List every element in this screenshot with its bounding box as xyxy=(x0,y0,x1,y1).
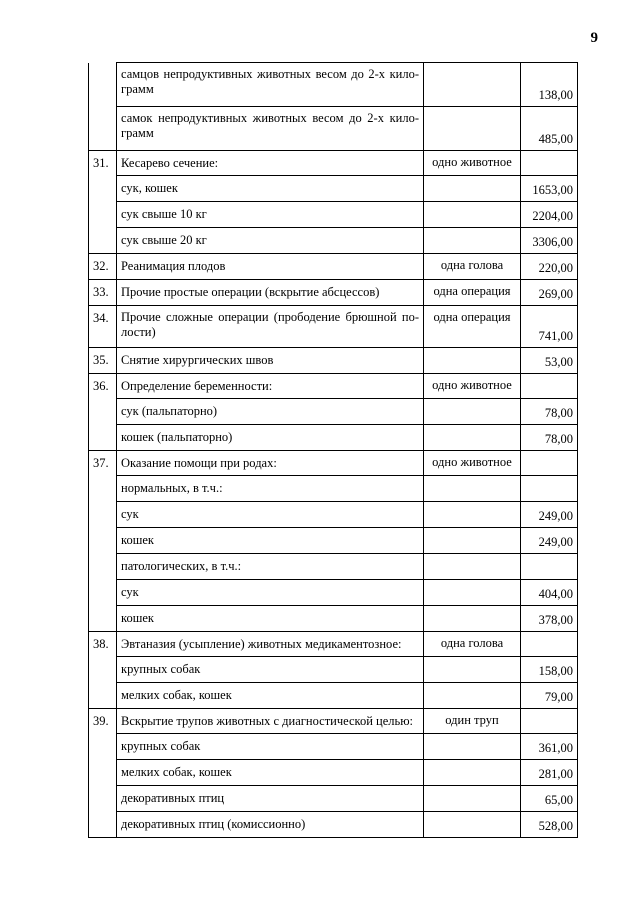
table-row xyxy=(89,254,578,280)
price: 528,00 xyxy=(521,812,578,838)
unit xyxy=(424,528,521,554)
row-number xyxy=(89,812,117,838)
row-number xyxy=(89,580,117,606)
row-number: 37. xyxy=(89,451,117,476)
table-row xyxy=(89,657,578,683)
row-number: 31. xyxy=(89,151,117,176)
row-number: 35. xyxy=(89,348,117,374)
unit xyxy=(424,107,521,151)
row-number xyxy=(89,107,117,151)
price: 361,00 xyxy=(521,734,578,760)
service-name: Прочие сложные операции (прободение брюшной по-лости) xyxy=(117,306,424,348)
unit xyxy=(424,760,521,786)
unit xyxy=(424,348,521,374)
unit: одна голова xyxy=(424,254,521,280)
price: 78,00 xyxy=(521,399,578,425)
price xyxy=(521,554,578,580)
price: 78,00 xyxy=(521,425,578,451)
price xyxy=(521,374,578,399)
unit xyxy=(424,580,521,606)
price: 249,00 xyxy=(521,528,578,554)
table-row xyxy=(89,63,578,107)
row-number: 36. xyxy=(89,374,117,399)
unit xyxy=(424,812,521,838)
row-number xyxy=(89,760,117,786)
unit xyxy=(424,425,521,451)
service-name: Вскрытие трупов животных с диагностической целью: xyxy=(117,709,424,734)
table-row xyxy=(89,202,578,228)
page-number: 9 xyxy=(590,30,598,46)
price: 220,00 xyxy=(521,254,578,280)
price: 2204,00 xyxy=(521,202,578,228)
table-row xyxy=(89,280,578,306)
unit xyxy=(424,606,521,632)
row-number xyxy=(89,657,117,683)
row-number xyxy=(89,476,117,502)
row-number xyxy=(89,63,117,107)
row-number xyxy=(89,502,117,528)
unit xyxy=(424,657,521,683)
service-name: крупных собак xyxy=(117,657,424,683)
service-name: самок непродуктивных животных весом до 2-х кило-грамм xyxy=(117,107,424,151)
unit xyxy=(424,176,521,202)
table-row xyxy=(89,451,578,476)
unit xyxy=(424,502,521,528)
price: 53,00 xyxy=(521,348,578,374)
service-name: сук xyxy=(117,502,424,528)
unit xyxy=(424,554,521,580)
service-name: кошек xyxy=(117,606,424,632)
service-name: сук, кошек xyxy=(117,176,424,202)
service-name: крупных собак xyxy=(117,734,424,760)
row-number xyxy=(89,734,117,760)
table-row xyxy=(89,476,578,502)
service-name: сук свыше 10 кг xyxy=(117,202,424,228)
row-number xyxy=(89,202,117,228)
service-name: нормальных, в т.ч.: xyxy=(117,476,424,502)
unit: одно животное xyxy=(424,151,521,176)
unit xyxy=(424,399,521,425)
row-number xyxy=(89,554,117,580)
service-name: Реанимация плодов xyxy=(117,254,424,280)
unit: один труп xyxy=(424,709,521,734)
row-number xyxy=(89,786,117,812)
price xyxy=(521,451,578,476)
price xyxy=(521,709,578,734)
table-row xyxy=(89,554,578,580)
table-row xyxy=(89,580,578,606)
table-row xyxy=(89,683,578,709)
unit xyxy=(424,683,521,709)
service-name: Снятие хирургических швов xyxy=(117,348,424,374)
service-name: сук свыше 20 кг xyxy=(117,228,424,254)
service-name: декоративных птиц xyxy=(117,786,424,812)
table-row xyxy=(89,425,578,451)
table-row xyxy=(89,399,578,425)
unit xyxy=(424,476,521,502)
table-row xyxy=(89,502,578,528)
table-row xyxy=(89,632,578,657)
table-row xyxy=(89,734,578,760)
unit xyxy=(424,202,521,228)
row-number: 33. xyxy=(89,280,117,306)
service-name: декоративных птиц (комиссионно) xyxy=(117,812,424,838)
table-row xyxy=(89,107,578,151)
row-number: 38. xyxy=(89,632,117,657)
unit: одно животное xyxy=(424,374,521,399)
price: 138,00 xyxy=(521,63,578,107)
service-name: Оказание помощи при родах: xyxy=(117,451,424,476)
unit: одна операция xyxy=(424,306,521,348)
table-row xyxy=(89,348,578,374)
table-row xyxy=(89,812,578,838)
row-number: 32. xyxy=(89,254,117,280)
unit: одно животное xyxy=(424,451,521,476)
price xyxy=(521,476,578,502)
price xyxy=(521,151,578,176)
price: 485,00 xyxy=(521,107,578,151)
price: 65,00 xyxy=(521,786,578,812)
table-row xyxy=(89,228,578,254)
unit xyxy=(424,734,521,760)
table-row xyxy=(89,786,578,812)
unit xyxy=(424,786,521,812)
service-name: патологических, в т.ч.: xyxy=(117,554,424,580)
price-table xyxy=(88,62,578,838)
service-name: самцов непродуктивных животных весом до 2-х кило-грамм xyxy=(117,63,424,107)
row-number xyxy=(89,528,117,554)
table-row xyxy=(89,306,578,348)
row-number xyxy=(89,399,117,425)
price: 269,00 xyxy=(521,280,578,306)
row-number xyxy=(89,606,117,632)
price xyxy=(521,632,578,657)
service-name: кошек xyxy=(117,528,424,554)
service-name: Кесарево сечение: xyxy=(117,151,424,176)
price: 158,00 xyxy=(521,657,578,683)
price: 378,00 xyxy=(521,606,578,632)
table-row xyxy=(89,374,578,399)
service-name: кошек (пальпаторно) xyxy=(117,425,424,451)
unit: одна операция xyxy=(424,280,521,306)
row-number: 39. xyxy=(89,709,117,734)
table-row xyxy=(89,528,578,554)
service-name: сук (пальпаторно) xyxy=(117,399,424,425)
row-number xyxy=(89,683,117,709)
table-row xyxy=(89,709,578,734)
price: 249,00 xyxy=(521,502,578,528)
table-row xyxy=(89,151,578,176)
row-number xyxy=(89,228,117,254)
row-number: 34. xyxy=(89,306,117,348)
service-name: Прочие простые операции (вскрытие абсцессов) xyxy=(117,280,424,306)
unit xyxy=(424,228,521,254)
table-row xyxy=(89,606,578,632)
price: 79,00 xyxy=(521,683,578,709)
unit xyxy=(424,63,521,107)
service-name: Определение беременности: xyxy=(117,374,424,399)
price: 404,00 xyxy=(521,580,578,606)
unit: одна голова xyxy=(424,632,521,657)
service-name: сук xyxy=(117,580,424,606)
row-number xyxy=(89,176,117,202)
price: 3306,00 xyxy=(521,228,578,254)
price: 281,00 xyxy=(521,760,578,786)
price: 741,00 xyxy=(521,306,578,348)
service-name: Эвтаназия (усыпление) животных медикаментозное: xyxy=(117,632,424,657)
table-row xyxy=(89,760,578,786)
table-row xyxy=(89,176,578,202)
row-number xyxy=(89,425,117,451)
service-name: мелких собак, кошек xyxy=(117,683,424,709)
service-name: мелких собак, кошек xyxy=(117,760,424,786)
price: 1653,00 xyxy=(521,176,578,202)
